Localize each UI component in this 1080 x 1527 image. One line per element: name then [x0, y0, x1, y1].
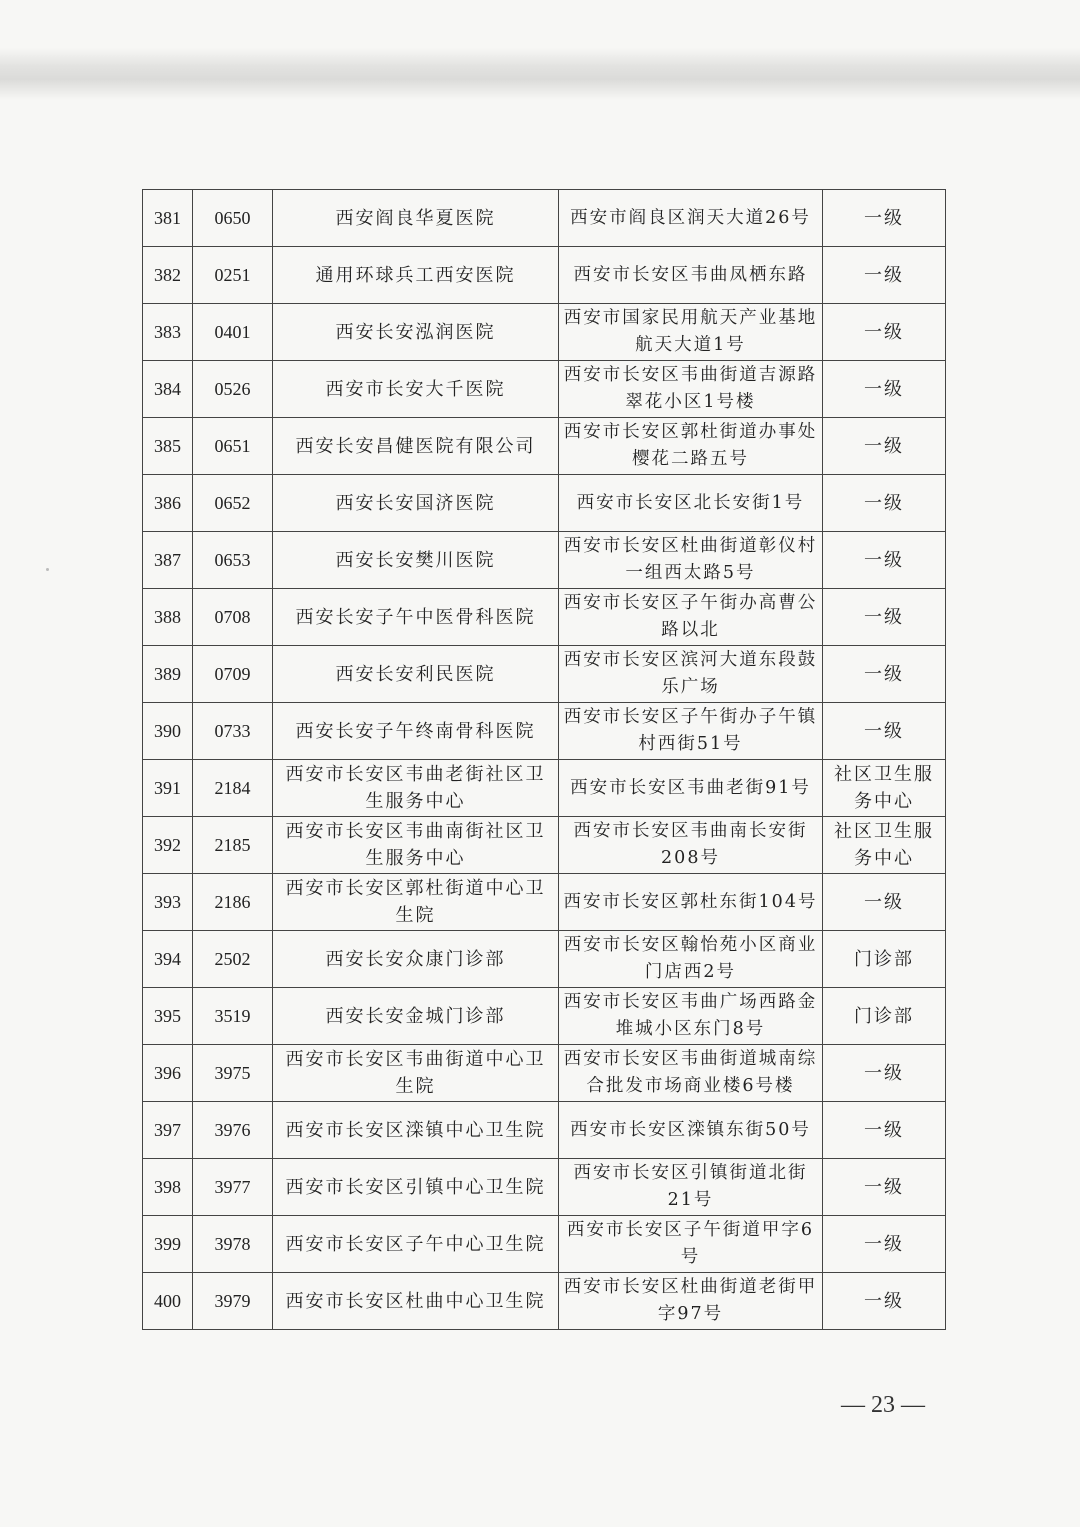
- institution-level: 一级: [823, 361, 946, 418]
- table-row: [143, 1216, 946, 1273]
- scan-artifact-band: [0, 48, 1080, 100]
- institution-level: 一级: [823, 475, 946, 532]
- institution-level: 一级: [823, 1159, 946, 1216]
- row-index: 382: [143, 247, 193, 304]
- institution-name: 西安长安金城门诊部: [273, 988, 559, 1045]
- row-index: 394: [143, 931, 193, 988]
- table-row: [143, 1102, 946, 1159]
- institution-address: 西安市长安区杜曲街道彰仪村一组西太路5号: [559, 532, 823, 589]
- table-row: [143, 532, 946, 589]
- institution-level: 一级: [823, 1045, 946, 1102]
- page-number: — 23 —: [841, 1392, 925, 1418]
- row-index: 390: [143, 703, 193, 760]
- institution-code: 3976: [193, 1102, 273, 1159]
- institution-code: 2186: [193, 874, 273, 931]
- row-index: 399: [143, 1216, 193, 1273]
- table-row: [143, 190, 946, 247]
- institution-address: 西安市长安区杜曲街道老街甲字97号: [559, 1273, 823, 1330]
- institution-address: 西安市阎良区润天大道26号: [559, 190, 823, 247]
- institution-code: 0652: [193, 475, 273, 532]
- table-row: [143, 418, 946, 475]
- institution-code: 3975: [193, 1045, 273, 1102]
- row-index: 400: [143, 1273, 193, 1330]
- institution-name: 西安长安昌健医院有限公司: [273, 418, 559, 475]
- institution-address: 西安市长安区韦曲凤栖东路: [559, 247, 823, 304]
- institution-level: 一级: [823, 703, 946, 760]
- institution-address: 西安市国家民用航天产业基地航天大道1号: [559, 304, 823, 361]
- row-index: 396: [143, 1045, 193, 1102]
- institution-name: 西安长安国济医院: [273, 475, 559, 532]
- institution-name: 西安长安泓润医院: [273, 304, 559, 361]
- institution-code: 2184: [193, 760, 273, 817]
- institution-code: 3519: [193, 988, 273, 1045]
- table-row: [143, 817, 946, 874]
- institution-level: 一级: [823, 532, 946, 589]
- institution-level: 社区卫生服务中心: [823, 817, 946, 874]
- institution-name: 通用环球兵工西安医院: [273, 247, 559, 304]
- institution-name: 西安市长安区韦曲南街社区卫生服务中心: [273, 817, 559, 874]
- institution-code: 0709: [193, 646, 273, 703]
- institution-code: 0708: [193, 589, 273, 646]
- institution-address: 西安市长安区韦曲南长安街208号: [559, 817, 823, 874]
- row-index: 398: [143, 1159, 193, 1216]
- table-row: [143, 1273, 946, 1330]
- table-row: [143, 304, 946, 361]
- institution-code: 0401: [193, 304, 273, 361]
- institution-address: 西安市长安区子午街办高曹公路以北: [559, 589, 823, 646]
- institution-address: 西安市长安区韦曲老街91号: [559, 760, 823, 817]
- institution-address: 西安市长安区翰怡苑小区商业门店西2号: [559, 931, 823, 988]
- row-index: 397: [143, 1102, 193, 1159]
- institution-code: 0251: [193, 247, 273, 304]
- institution-address: 西安市长安区郭杜东街104号: [559, 874, 823, 931]
- institution-name: 西安市长安区滦镇中心卫生院: [273, 1102, 559, 1159]
- row-index: 391: [143, 760, 193, 817]
- table-row: [143, 247, 946, 304]
- institution-name: 西安市长安区引镇中心卫生院: [273, 1159, 559, 1216]
- row-index: 384: [143, 361, 193, 418]
- institution-level: 社区卫生服务中心: [823, 760, 946, 817]
- institution-level: 一级: [823, 874, 946, 931]
- institution-level: 一级: [823, 589, 946, 646]
- institution-address: 西安市长安区韦曲街道吉源路翠花小区1号楼: [559, 361, 823, 418]
- institution-level: 门诊部: [823, 931, 946, 988]
- institution-code: 0653: [193, 532, 273, 589]
- institution-code: 0651: [193, 418, 273, 475]
- institution-code: 3978: [193, 1216, 273, 1273]
- institution-code: 0526: [193, 361, 273, 418]
- row-index: 389: [143, 646, 193, 703]
- table-row: [143, 931, 946, 988]
- table-row: [143, 760, 946, 817]
- table-row: [143, 589, 946, 646]
- table-row: [143, 1045, 946, 1102]
- table-row: [143, 874, 946, 931]
- row-index: 392: [143, 817, 193, 874]
- row-index: 393: [143, 874, 193, 931]
- institution-address: 西安市长安区引镇街道北街21号: [559, 1159, 823, 1216]
- row-index: 383: [143, 304, 193, 361]
- institution-name: 西安阎良华夏医院: [273, 190, 559, 247]
- institution-address: 西安市长安区滨河大道东段鼓乐广场: [559, 646, 823, 703]
- institution-name: 西安市长安区子午中心卫生院: [273, 1216, 559, 1273]
- row-index: 388: [143, 589, 193, 646]
- institution-code: 2502: [193, 931, 273, 988]
- institution-name: 西安长安利民医院: [273, 646, 559, 703]
- table-row: [143, 988, 946, 1045]
- institution-address: 西安市长安区韦曲街道城南综合批发市场商业楼6号楼: [559, 1045, 823, 1102]
- institution-level: 一级: [823, 1102, 946, 1159]
- institution-name: 西安长安子午终南骨科医院: [273, 703, 559, 760]
- row-index: 395: [143, 988, 193, 1045]
- row-index: 386: [143, 475, 193, 532]
- hospital-table-container: [142, 189, 945, 1330]
- institution-name: 西安长安樊川医院: [273, 532, 559, 589]
- institution-address: 西安市长安区滦镇东街50号: [559, 1102, 823, 1159]
- institution-name: 西安市长安区韦曲街道中心卫生院: [273, 1045, 559, 1102]
- institution-address: 西安市长安区子午街办子午镇村西街51号: [559, 703, 823, 760]
- hospital-table-body: [143, 190, 946, 1330]
- table-row: [143, 361, 946, 418]
- scan-speck: [46, 568, 49, 571]
- institution-code: 3979: [193, 1273, 273, 1330]
- row-index: 387: [143, 532, 193, 589]
- institution-address: 西安市长安区北长安街1号: [559, 475, 823, 532]
- institution-level: 一级: [823, 1273, 946, 1330]
- institution-name: 西安市长安区郭杜街道中心卫生院: [273, 874, 559, 931]
- institution-address: 西安市长安区郭杜街道办事处樱花二路五号: [559, 418, 823, 475]
- institution-name: 西安市长安区杜曲中心卫生院: [273, 1273, 559, 1330]
- institution-name: 西安市长安区韦曲老街社区卫生服务中心: [273, 760, 559, 817]
- table-row: [143, 646, 946, 703]
- institution-address: 西安市长安区韦曲广场西路金堆城小区东门8号: [559, 988, 823, 1045]
- institution-level: 一级: [823, 304, 946, 361]
- institution-address: 西安市长安区子午街道甲字6号: [559, 1216, 823, 1273]
- institution-code: 0733: [193, 703, 273, 760]
- institution-level: 一级: [823, 1216, 946, 1273]
- institution-name: 西安市长安大千医院: [273, 361, 559, 418]
- hospital-table: [142, 189, 946, 1330]
- institution-level: 门诊部: [823, 988, 946, 1045]
- table-row: [143, 1159, 946, 1216]
- table-row: [143, 703, 946, 760]
- table-row: [143, 475, 946, 532]
- institution-name: 西安长安众康门诊部: [273, 931, 559, 988]
- institution-name: 西安长安子午中医骨科医院: [273, 589, 559, 646]
- row-index: 385: [143, 418, 193, 475]
- institution-level: 一级: [823, 418, 946, 475]
- institution-code: 0650: [193, 190, 273, 247]
- institution-level: 一级: [823, 646, 946, 703]
- institution-code: 2185: [193, 817, 273, 874]
- institution-level: 一级: [823, 247, 946, 304]
- institution-level: 一级: [823, 190, 946, 247]
- institution-code: 3977: [193, 1159, 273, 1216]
- row-index: 381: [143, 190, 193, 247]
